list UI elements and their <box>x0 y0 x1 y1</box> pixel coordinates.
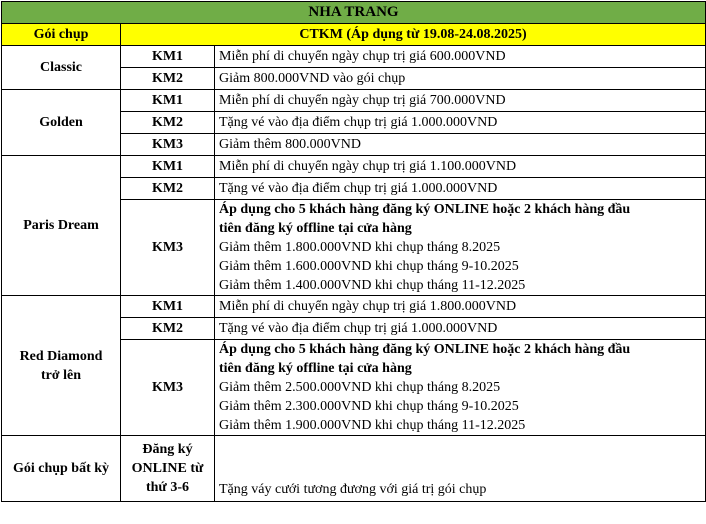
promo-condition: Áp dụng cho 5 khách hàng đăng ký ONLINE hoặc 2 khách hàng đầu <box>219 202 631 217</box>
promo-text: Miễn phí di chuyển ngày chụp trị giá 1.100.000VND <box>215 156 706 178</box>
promo-code: KM3 <box>121 200 215 296</box>
promo-code: KM2 <box>121 68 215 90</box>
promo-text: Giảm thêm 800.000VND <box>215 134 706 156</box>
promo-text: Tặng vé vào địa điểm chụp trị giá 1.000.000VND <box>215 178 706 200</box>
promo-line: Giảm thêm 1.800.000VND khi chụp tháng 8.2025 <box>219 240 501 255</box>
promo-text: Miễn phí di chuyển ngày chụp trị giá 600.000VND <box>215 46 706 68</box>
promo-code: KM3 <box>121 134 215 156</box>
promo-text: Miễn phí di chuyển ngày chụp trị giá 1.800.000VND <box>215 296 706 318</box>
promo-code: KM1 <box>121 156 215 178</box>
promo-table <box>1 1 706 502</box>
promo-condition: Áp dụng cho 5 khách hàng đăng ký ONLINE hoặc 2 khách hàng đầu <box>219 342 631 357</box>
promo-code: KM1 <box>121 46 215 68</box>
promo-line: Giảm thêm 1.900.000VND khi chụp tháng 11-12.2025 <box>219 418 526 433</box>
promo-code: KM2 <box>121 318 215 340</box>
package-classic: Classic <box>2 46 121 90</box>
condition-line: ONLINE từ <box>131 461 204 476</box>
promo-code: KM1 <box>121 90 215 112</box>
promo-line: Giảm thêm 2.300.000VND khi chụp tháng 9-10.2025 <box>219 399 519 414</box>
promo-condition: tiên đăng ký offline tại cửa hàng <box>219 221 412 236</box>
package-any: Gói chụp bất kỳ <box>2 436 121 502</box>
promo-code: KM1 <box>121 296 215 318</box>
package-name-line: Red Diamond <box>19 348 103 364</box>
header-promo: CTKM (Áp dụng từ 19.08-24.08.2025) <box>121 24 706 46</box>
promo-text: Tặng váy cưới tương đương với giá trị gói chụp <box>215 436 706 502</box>
promo-text: Miễn phí di chuyển ngày chụp trị giá 700.000VND <box>215 90 706 112</box>
promo-text: Tặng vé vào địa điểm chụp trị giá 1.000.000VND <box>215 318 706 340</box>
online-condition <box>121 436 215 502</box>
header-package: Gói chụp <box>2 24 121 46</box>
package-paris-dream: Paris Dream <box>2 156 121 296</box>
promo-line: Giảm thêm 1.400.000VND khi chụp tháng 11-12.2025 <box>219 278 526 293</box>
condition-line: thứ 3-6 <box>145 480 189 495</box>
package-golden: Golden <box>2 90 121 156</box>
promo-line: Giảm thêm 1.600.000VND khi chụp tháng 9-10.2025 <box>219 259 519 274</box>
promo-text-multiline <box>215 200 706 296</box>
promo-line: Giảm thêm 2.500.000VND khi chụp tháng 8.2025 <box>219 380 501 395</box>
promo-text: Giảm 800.000VND vào gói chụp <box>215 68 706 90</box>
package-name-line: trở lên <box>40 367 82 383</box>
promo-text: Tặng vé vào địa điểm chụp trị giá 1.000.000VND <box>215 112 706 134</box>
promo-code: KM2 <box>121 178 215 200</box>
package-red-diamond <box>2 296 121 436</box>
table-title: NHA TRANG <box>2 2 706 24</box>
promo-code: KM3 <box>121 340 215 436</box>
condition-line: Đăng ký <box>142 442 193 457</box>
promo-text-multiline <box>215 340 706 436</box>
promo-code: KM2 <box>121 112 215 134</box>
promo-condition: tiên đăng ký offline tại cửa hàng <box>219 361 412 376</box>
